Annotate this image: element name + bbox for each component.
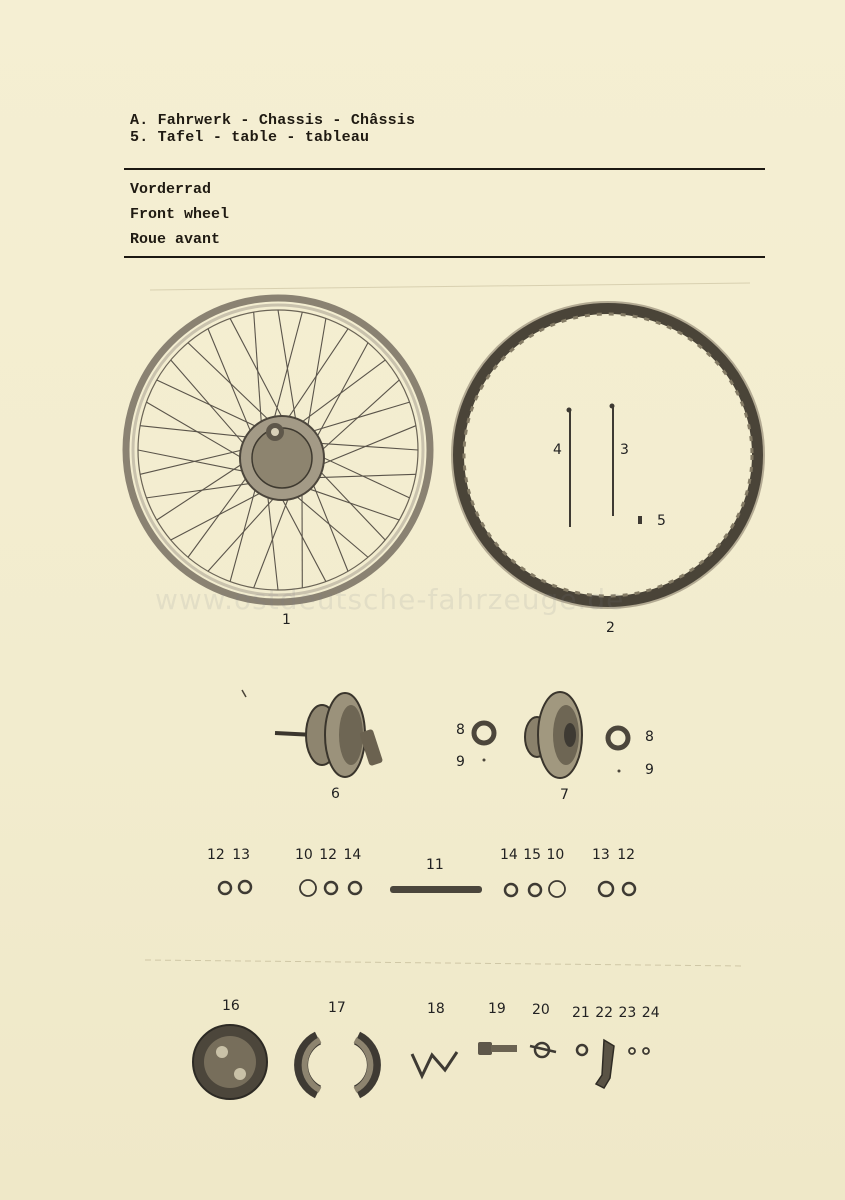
part-label-9-left: 9 xyxy=(456,754,465,770)
part-label-14-15-10: 14 15 10 xyxy=(500,847,565,863)
wheel-spoke xyxy=(303,402,409,434)
part-label-13-12: 13 12 xyxy=(592,847,636,863)
axle xyxy=(390,886,482,893)
wheel-spoke xyxy=(294,360,386,428)
tiny-washer xyxy=(629,1048,635,1054)
ball-right xyxy=(618,770,621,773)
part-label-9-right: 9 xyxy=(645,762,654,778)
ball-left xyxy=(483,759,486,762)
cam-bolt xyxy=(478,1042,517,1055)
spoke-short xyxy=(610,404,615,517)
part-label-8-right: 8 xyxy=(645,729,654,745)
scan-line xyxy=(145,960,745,966)
wheel-spoke xyxy=(288,489,368,557)
return-spring xyxy=(530,1043,556,1057)
part-label-20: 20 xyxy=(532,1002,550,1018)
part-label-17: 17 xyxy=(328,1000,346,1016)
hub-with-brake-plate xyxy=(275,693,383,777)
wheel-spoke xyxy=(278,310,297,430)
part-label-5: 5 xyxy=(657,513,666,529)
wheel-spoke xyxy=(188,343,276,427)
washer-left xyxy=(474,723,494,743)
name-german: Vorderrad xyxy=(130,181,212,198)
small-washer xyxy=(577,1045,587,1055)
part-label-4: 4 xyxy=(553,442,562,458)
scan-line xyxy=(150,283,750,290)
wheel-spoke xyxy=(140,426,257,438)
wheel-spoke xyxy=(188,470,252,558)
brake-lever xyxy=(596,1040,614,1088)
part-label-10-12-14: 10 12 14 xyxy=(295,847,362,863)
washer-right xyxy=(608,728,628,748)
wheel-spoke xyxy=(306,318,326,436)
wheel-spoke xyxy=(157,380,266,431)
front-wheel-assembly xyxy=(126,298,430,602)
brake-shoes xyxy=(301,1038,374,1092)
wheel-spoke xyxy=(171,360,251,452)
part-label-3: 3 xyxy=(620,442,629,458)
wheel-spoke xyxy=(146,482,260,498)
part-label-7: 7 xyxy=(560,787,569,803)
wheel-spoke xyxy=(208,490,281,571)
part-label-18: 18 xyxy=(427,1001,445,1017)
brake-plate xyxy=(193,1025,267,1099)
spoke-nipple xyxy=(638,516,642,524)
wheel-spoke xyxy=(267,486,278,590)
wheel-spoke xyxy=(312,426,416,469)
watermark: www.ostdeutsche-fahrzeuge.de xyxy=(155,583,625,616)
part-label-2: 2 xyxy=(606,620,615,636)
wheel-spoke xyxy=(171,488,271,540)
wheel-spoke xyxy=(272,312,303,428)
wheel-spoke xyxy=(254,312,262,433)
wheel-spoke xyxy=(208,329,255,442)
part-label-21-24: 21 22 23 24 xyxy=(572,1005,660,1021)
header-line-chassis: A. Fahrwerk - Chassis - Châssis xyxy=(130,112,416,129)
wheel-spoke xyxy=(157,459,250,520)
wheel-spoke xyxy=(299,485,400,520)
wheel-spoke xyxy=(146,402,250,463)
part-label-16: 16 xyxy=(222,998,240,1014)
part-label-12-13: 12 13 xyxy=(207,847,251,863)
wheel-spoke xyxy=(312,343,368,447)
name-french: Roue avant xyxy=(130,231,221,248)
wheel-spoke xyxy=(254,488,293,588)
part-label-8-left: 8 xyxy=(456,722,465,738)
spoke-long xyxy=(567,408,572,528)
name-english: Front wheel xyxy=(130,206,230,223)
part-label-1: 1 xyxy=(282,612,291,628)
brake-spring xyxy=(412,1052,457,1076)
hub-flange xyxy=(525,692,582,778)
stray-mark xyxy=(242,690,246,697)
tiny-nut xyxy=(643,1048,649,1054)
part-label-6: 6 xyxy=(331,786,340,802)
wheel-spoke xyxy=(138,450,254,473)
wheel-spoke xyxy=(309,475,348,572)
header-line-table: 5. Tafel - table - tableau xyxy=(130,129,370,146)
wheel-spoke xyxy=(140,448,252,475)
part-label-11: 11 xyxy=(426,857,444,873)
wheel-rim xyxy=(452,302,764,608)
part-label-19: 19 xyxy=(488,1001,506,1017)
